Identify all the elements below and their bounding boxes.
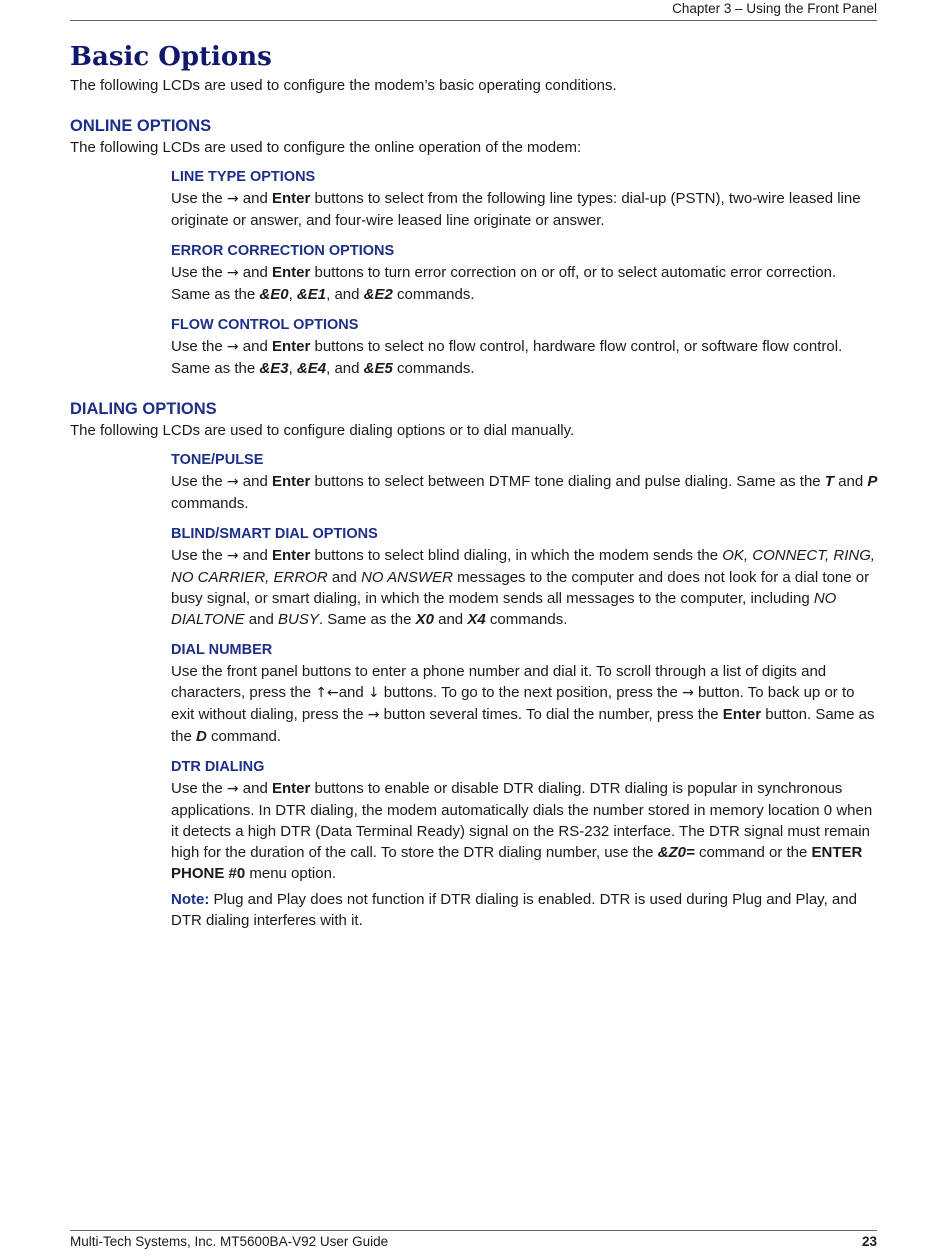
dtr-dialing-text: Use the → and Enter buttons to enable or disable DTR dialing. DTR dialing is popular in synchronous applications. In DTR dialing, the modem automatically dials the number stored in memory location 0 when it detects a high DTR (Data Terminal Ready) signal on the RS-232 interface. The DTR signal must remain high for the duration of the call. To store the DTR dialing number, use the &Z0= command or the ENTER PHONE #0 menu option. [171, 780, 873, 882]
page-intro: The following LCDs are used to configure the modem’s basic operating conditions. [70, 77, 617, 94]
dialing-options-section [70, 399, 878, 931]
flow-control-heading: FLOW CONTROL OPTIONS [171, 317, 359, 333]
right-arrow-icon: → [226, 265, 239, 281]
error-correction-heading: ERROR CORRECTION OPTIONS [171, 243, 395, 259]
tone-pulse-options [171, 450, 878, 514]
dial-number-options [171, 640, 878, 747]
page-footer [70, 1230, 877, 1249]
right-arrow-icon: → [226, 781, 239, 797]
blind-smart-dial-options [171, 524, 878, 630]
blind-smart-text: Use the → and Enter buttons to select blind dialing, in which the modem sends the OK, CONNECT, RING, NO CARRIER, ERROR and NO ANSWER messages to the computer and does not look for a dial tone or busy signal, or smart dialing, in which the modem sends all messages to the computer, including NO DIALTONE and BUSY. Same as the X0 and X4 commands. [171, 547, 876, 628]
note-label: Note: [171, 891, 210, 908]
dialing-options-heading: DIALING OPTIONS [70, 400, 217, 418]
right-arrow-icon: → [682, 685, 694, 701]
error-correction-text: Use the → and Enter buttons to turn error correction on or off, or to select automatic error correction. Same as the &E0, &E1, and &E2 commands. [171, 264, 837, 303]
down-arrow-icon: ↓ [367, 685, 380, 701]
dial-number-heading: DIAL NUMBER [171, 642, 273, 658]
flow-control-options [171, 315, 878, 379]
dial-number-text: Use the front panel buttons to enter a phone number and dial it. To scroll through a list of digits and characters, press the ↑←and ↓ buttons. To go to the next position, press the → button. To back up or to exit without dialing, press the → button several times. To dial the number, press the Enter button. Same as the D command. [171, 663, 875, 745]
right-arrow-icon: → [226, 339, 239, 355]
dialing-options-intro: The following LCDs are used to configure dialing options or to dial manually. [70, 422, 575, 439]
up-arrow-icon: ↑ [315, 685, 327, 701]
plug-and-play-note: Note: Plug and Play does not function if DTR dialing is enabled. DTR is used during Plug and Play, and DTR dialing interferes with it. [171, 891, 857, 929]
page-number: 23 [861, 1234, 877, 1249]
line-type-text: Use the → and Enter buttons to select from the following line types: dial-up (PSTN), two-wire leased line originate or answer, and four-wire leased line originate or answer. [171, 190, 861, 229]
footer-guide-title: Multi-Tech Systems, Inc. MT5600BA-V92 User Guide [70, 1234, 389, 1249]
online-options-section [70, 116, 878, 379]
tone-pulse-text: Use the → and Enter buttons to select between DTMF tone dialing and pulse dialing. Same as the T and P commands. [171, 473, 878, 512]
online-options-intro: The following LCDs are used to configure the online operation of the modem: [70, 139, 582, 156]
blind-smart-heading: BLIND/SMART DIAL OPTIONS [171, 526, 378, 542]
right-arrow-icon: → [367, 707, 380, 723]
chapter-title: Chapter 3 – Using the Front Panel [672, 1, 877, 16]
flow-control-text: Use the → and Enter buttons to select no flow control, hardware flow control, or software flow control. Same as the &E3, &E4, and &E5 commands. [171, 338, 843, 377]
tone-pulse-heading: TONE/PULSE [171, 452, 264, 468]
page-header [70, 0, 877, 21]
page-title: Basic Options [70, 42, 272, 72]
right-arrow-icon: → [226, 474, 239, 490]
right-arrow-icon: → [226, 548, 239, 564]
main-content [70, 40, 878, 931]
dtr-dialing-heading: DTR DIALING [171, 759, 265, 775]
right-arrow-icon: → [226, 191, 239, 207]
online-options-heading: ONLINE OPTIONS [70, 117, 212, 135]
error-correction-options [171, 241, 878, 305]
line-type-options [171, 167, 878, 231]
left-arrow-icon: ← [326, 685, 339, 701]
dtr-dialing-options [171, 757, 878, 884]
line-type-heading: LINE TYPE OPTIONS [171, 169, 316, 185]
